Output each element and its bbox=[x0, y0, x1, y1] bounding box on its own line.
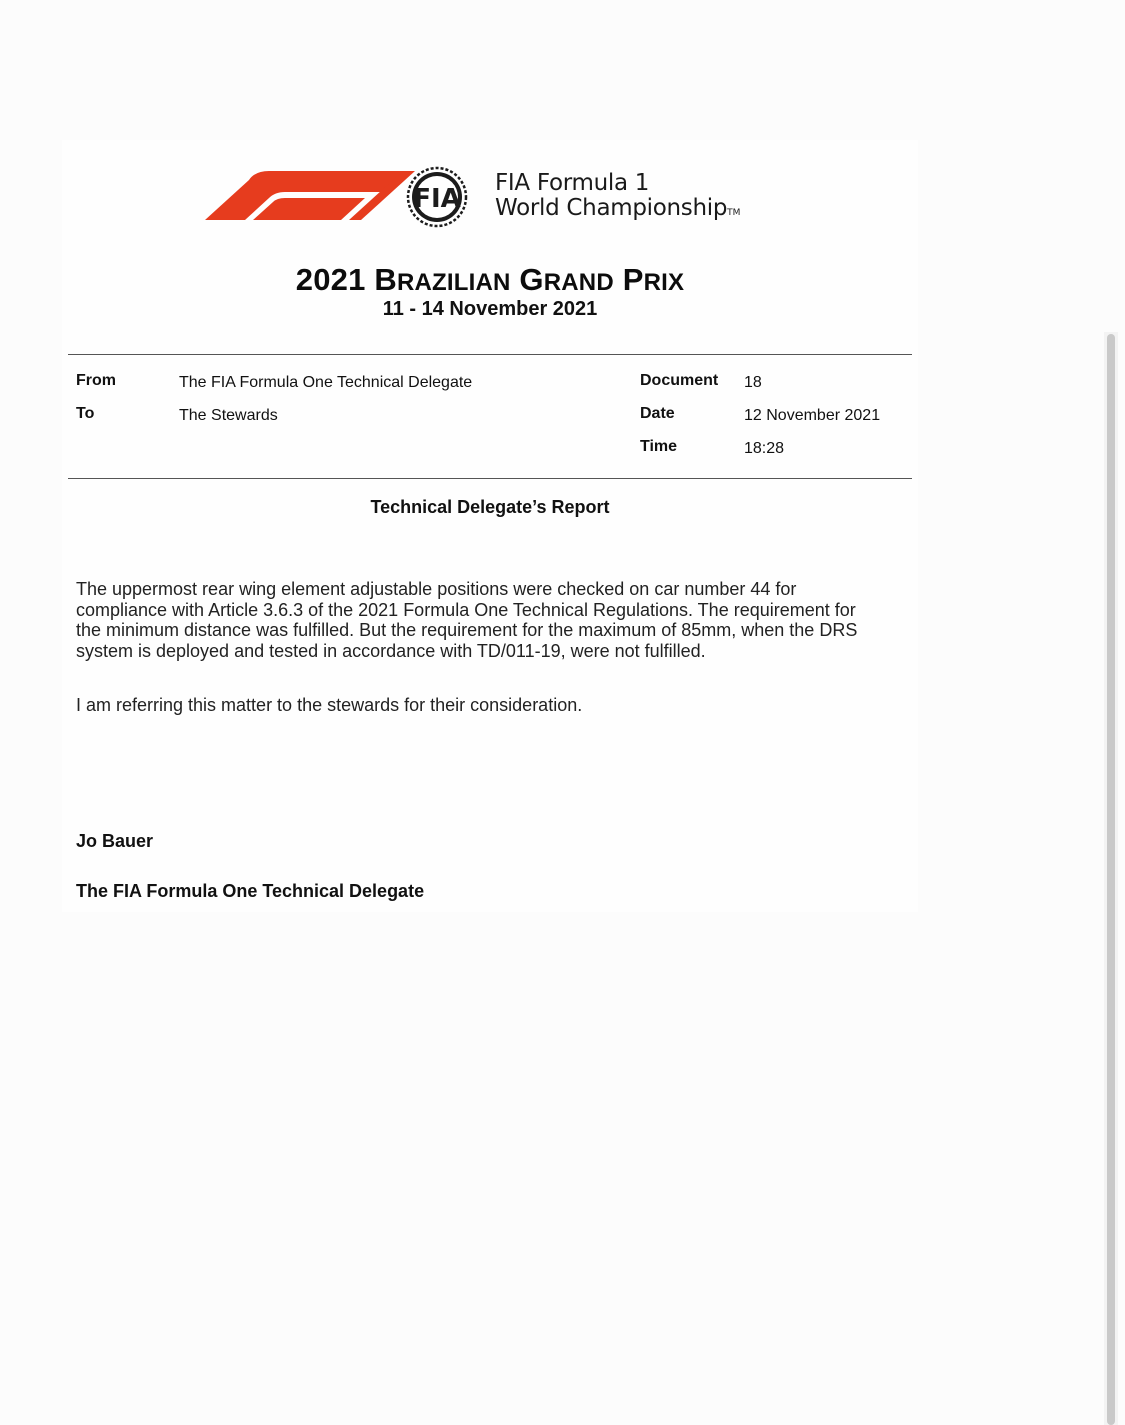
scrollbar-thumb[interactable] bbox=[1107, 334, 1115, 1425]
championship-wordmark bbox=[495, 171, 740, 226]
from-value: The FIA Formula One Technical Delegate bbox=[179, 374, 473, 391]
report-line: the minimum distance was fulfilled. But the requirement for the maximum of 85mm, when the DRS bbox=[76, 620, 858, 640]
divider-top bbox=[68, 354, 912, 355]
seal-text: FIA bbox=[413, 184, 461, 214]
from-label: From bbox=[76, 372, 116, 389]
report-line: system is deployed and tested in accordance with TD/011-19, were not fulfilled. bbox=[76, 640, 706, 661]
fia-f1-logo bbox=[205, 165, 805, 231]
document-label: Document bbox=[640, 372, 719, 389]
fia-seal-icon bbox=[408, 168, 466, 226]
signatory-role: The FIA Formula One Technical Delegate bbox=[76, 881, 425, 901]
wordmark-line2: World ChampionshipTM bbox=[495, 195, 741, 221]
report-paragraph-2: I am referring this matter to the stewards for their consideration. bbox=[76, 695, 583, 715]
time-value: 18:28 bbox=[744, 440, 785, 457]
page-title: 2021 BRAZILIAN GRAND PRIX bbox=[295, 262, 685, 297]
divider-bottom bbox=[68, 478, 912, 479]
to-value: The Stewards bbox=[179, 407, 278, 424]
trademark: TM bbox=[727, 208, 741, 218]
report-line: compliance with Article 3.6.3 of the 2021 Formula One Technical Regulations. The requirement for bbox=[76, 599, 856, 620]
f1-logo-icon bbox=[205, 165, 495, 231]
document-page bbox=[62, 140, 918, 912]
time-label: Time bbox=[640, 438, 678, 455]
wordmark-line1: FIA Formula 1 bbox=[495, 170, 650, 196]
document-value: 18 bbox=[744, 374, 762, 391]
report-title: Technical Delegate’s Report bbox=[370, 497, 610, 517]
report-paragraph-1 bbox=[76, 579, 906, 661]
signatory-name: Jo Bauer bbox=[76, 831, 154, 851]
report-line: The uppermost rear wing element adjustable positions were checked on car number 44 for bbox=[76, 579, 797, 599]
date-value: 12 November 2021 bbox=[744, 407, 881, 424]
event-dates: 11 - 14 November 2021 bbox=[382, 298, 598, 320]
date-label: Date bbox=[640, 405, 675, 422]
to-label: To bbox=[76, 405, 95, 422]
